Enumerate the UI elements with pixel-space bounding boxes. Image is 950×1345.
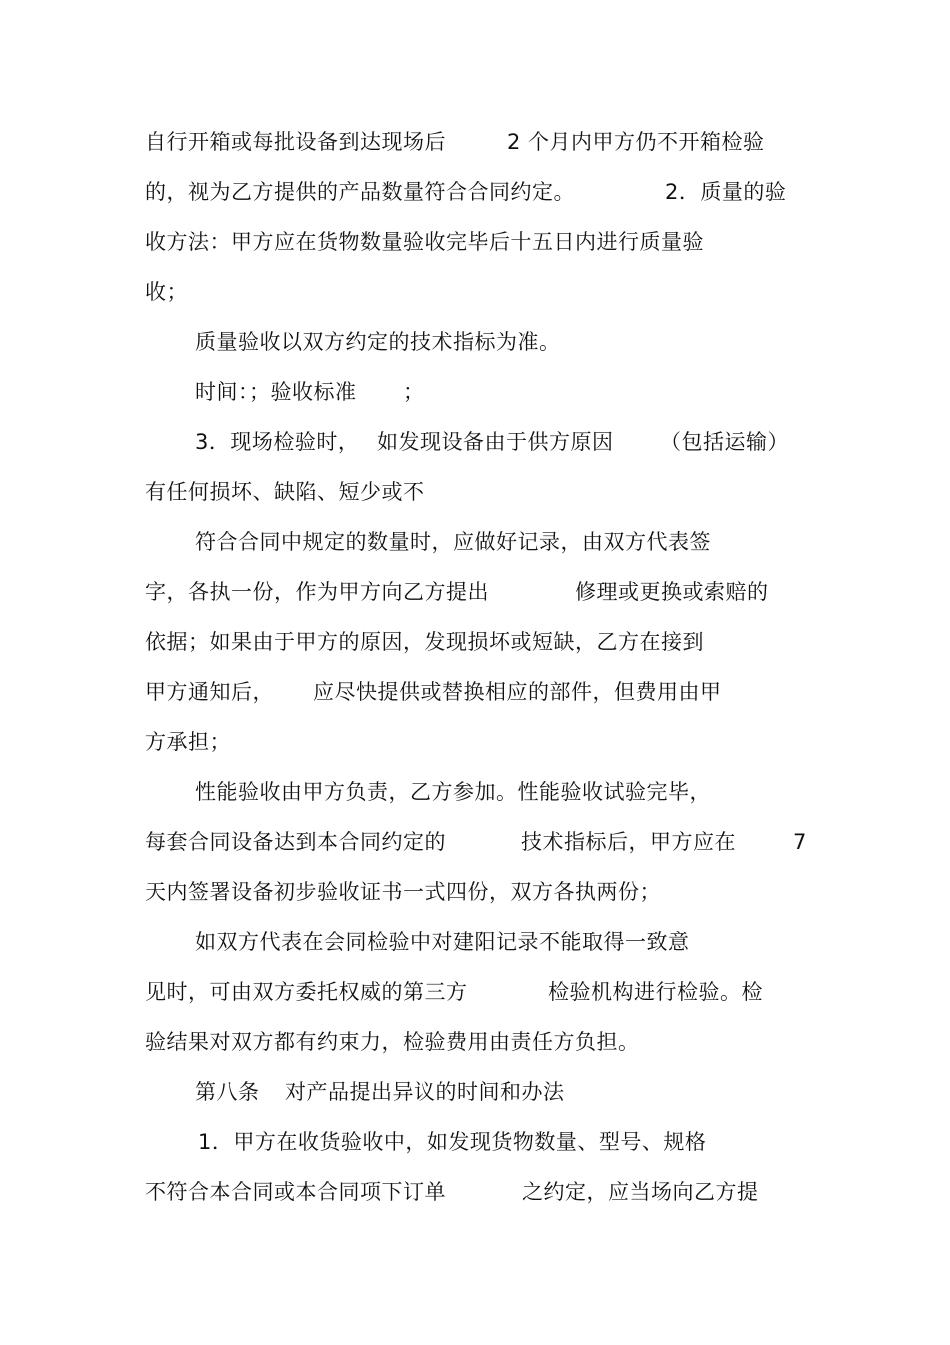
text-segment: 方承担；: [145, 730, 231, 754]
text-segment: 天内签署设备初步验收证书一式四份，双方各执两份；: [145, 880, 661, 904]
text-segment: 检验机构进行检验。检: [548, 980, 763, 1004]
text-segment: 性能验收由甲方负责，乙方参加。性能验收试验完毕，: [195, 780, 711, 804]
text-segment: 如双方代表在会同检验中对建阳记录不能取得一致意: [195, 930, 690, 954]
text-segment: 收方法：甲方应在货物数量验收完毕后十五日内进行质量验: [145, 230, 704, 254]
text-segment: 2．质量的验: [665, 180, 787, 204]
text-segment: 质量验收以双方约定的技术指标为准。: [195, 330, 561, 354]
text-segment: 7: [793, 830, 807, 854]
text-segment: 不符合本合同或本合同项下订单: [145, 1180, 446, 1204]
text-segment: 有任何损坏、缺陷、短少或不: [145, 480, 425, 504]
text-segment: 第八条: [195, 1080, 260, 1104]
text-segment: 验结果对双方都有约束力，检验费用由责任方负担。: [145, 1030, 640, 1054]
text-segment: 依据；如果由于甲方的原因，发现损坏或短缺，乙方在接到: [145, 630, 704, 654]
text-segment: 之约定，应当场向乙方提: [522, 1180, 759, 1204]
text-segment: 符合合同中规定的数量时，应做好记录，由双方代表签: [195, 530, 711, 554]
text-segment: （包括运输）: [660, 430, 789, 454]
text-segment: 字，各执一份，作为甲方向乙方提出: [145, 580, 489, 604]
text-segment: 自行开箱或每批设备到达现场后: [145, 130, 446, 154]
text-segment: 应尽快提供或替换相应的部件，但费用由甲: [313, 680, 722, 704]
text-segment: 对产品提出异议的时间和办法: [285, 1080, 565, 1104]
text-segment: 见时，可由双方委托权威的第三方: [145, 980, 468, 1004]
text-segment: 1．甲方在收货验收中，如发现货物数量、型号、规格: [198, 1130, 707, 1154]
text-segment: 收；: [145, 280, 188, 304]
text-segment: 2 个月内甲方仍不开箱检验: [507, 130, 765, 154]
text-segment: 甲方通知后，: [145, 680, 274, 704]
text-segment: 修理或更换或索赔的: [575, 580, 769, 604]
text-segment: 如发现设备由于供方原因: [377, 430, 614, 454]
text-segment: 的，视为乙方提供的产品数量符合合同约定。: [145, 180, 575, 204]
text-segment: 3．现场检验时，: [195, 430, 360, 454]
text-segment: 每套合同设备达到本合同约定的: [145, 830, 446, 854]
text-segment: 技术指标后，甲方应在: [521, 830, 736, 854]
text-segment: 时间：；验收标准: [195, 380, 357, 404]
text-segment: ；: [403, 380, 425, 404]
